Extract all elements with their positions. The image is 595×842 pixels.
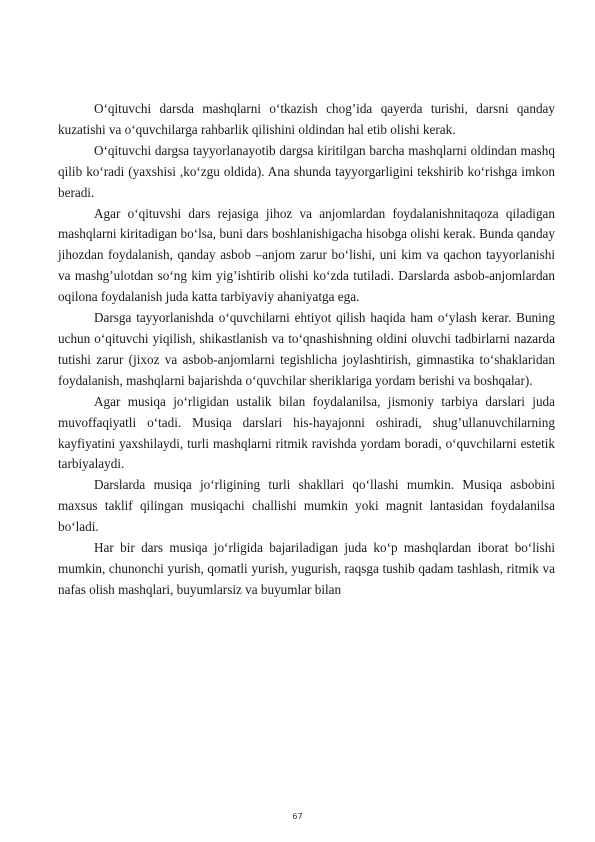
paragraph: O‘qituvchi darsda mashqlarni o‘tkazish chog’ida qayerda turishi, darsni qanday kuzatishi va o‘quvchilarga rahbarlik qilishini oldindan hal etib olishi kerak. <box>58 101 555 137</box>
paragraph: O‘qituvchi dargsa tayyorlanayotib dargsa kiritilgan barcha mashqlarni oldindan mashq qilib ko‘radi (yaxshisi ,ko‘zgu oldida). Ana shunda tayyorgarligini tekshirib ko‘rishga imkon beradi. <box>58 142 555 200</box>
paragraph: Har bir dars musiqa jo‘rligida bajariladigan juda ko‘p mashqlardan iborat bo‘lishi mumkin, chunonchi yurish, qomatli yurish, yugurish, raqsga tushib qadam tashlash, ritmik va nafas olish mashqlari, buyumlarsiz va buyumlar bilan <box>58 540 555 597</box>
paragraph: Darslarda musiqa jo‘rligining turli shakllari qo‘llashi mumkin. Musiqa asbobini maxsus taklif qilingan musiqachi challishi mumkin yoki magnit lantasidan foydalanilsa bo‘ladi. <box>58 477 555 535</box>
page-number: 67 <box>292 812 303 821</box>
paragraph: Darsga tayyorlanishda o‘quvchilarni ehtiyot qilish haqida ham o‘ylash kerar. Buning uchun o‘qituvchi yiqilish, shikastlanish va to‘qnashishning oldini oluvchi tadbirlarni nazarda tutishi zarur (jixoz va asbob-anjomlarni tegishlicha joylashtirish, gimnastika to‘shaklaridan foydalanish, mashqlarni bajarishda o‘quvchilar sheriklariga yordam berishi va boshqalar). <box>58 310 555 388</box>
paragraph: Agar musiqa jo‘rligidan ustalik bilan foydalanilsa, jismoniy tarbiya darslari juda muvoffaqiyatli o‘tadi. Musiqa darslari his-hayajonni oshiradi, shug’ullanuvchilarning kayfiyatini yaxshilaydi, turli mashqlarni ritmik ravishda yordam boradi, o‘quvchilarni estetik tarbiyalaydi. <box>58 393 555 472</box>
body-text <box>58 99 555 601</box>
paragraph: Agar o‘qituvshi dars rejasiga jihoz va anjomlardan foydalanishnitaqoza qiladigan mashqlarni kiritadigan bo‘lsa, buni dars boshlanishigacha hisobga olishi kerak. Bunda qanday jihozdan foydalanish, qanday asbob –anjom zarur bo‘lishi, uni kim va qachon tayyorlanishi va mashg’ulotdan so‘ng kim yig’ishtirib olishi ko‘zda tutiladi. Darslarda asbob-anjomlardan oqilona foydalanish juda katta tarbiyaviy ahaniyatga ega. <box>58 205 555 305</box>
